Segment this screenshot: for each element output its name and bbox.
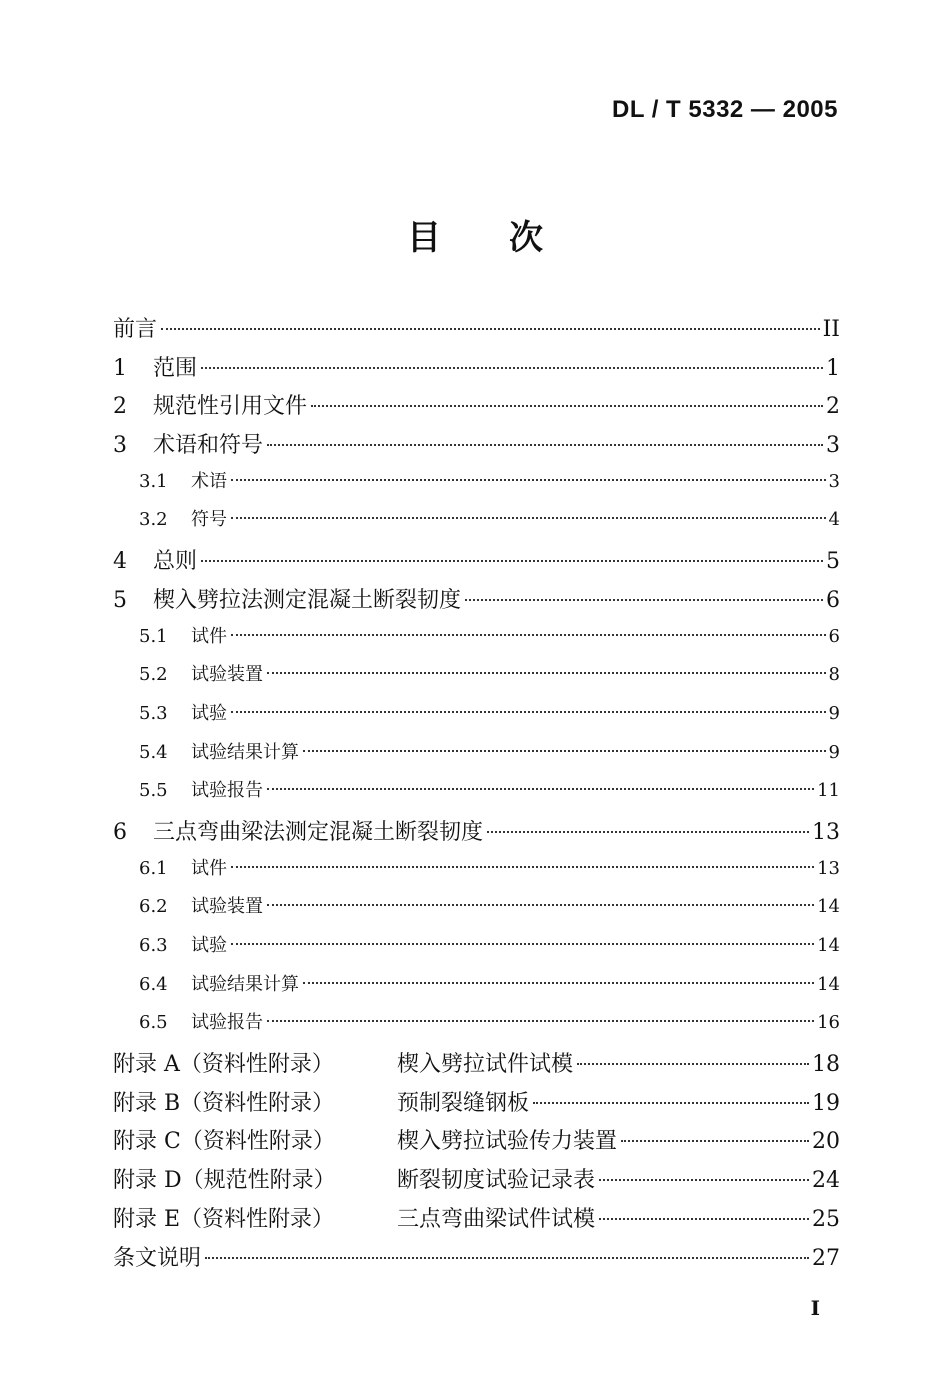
toc-entry[interactable] — [113, 660, 840, 699]
toc-page-number: 14 — [817, 973, 840, 995]
toc-page-number: 9 — [828, 741, 840, 763]
toc-entry[interactable] — [113, 892, 840, 931]
toc-page-number: 5 — [826, 549, 840, 575]
toc-section-number: 3.1 — [139, 470, 168, 492]
toc-section-number: 5.5 — [139, 780, 168, 802]
toc-section-number: 6 — [113, 819, 127, 845]
toc-section-number: 6.4 — [139, 973, 168, 995]
toc-title: 试验结果计算 — [191, 741, 299, 763]
toc-dot-leader — [267, 444, 823, 446]
toc-entry[interactable] — [113, 815, 840, 854]
toc-dot-leader — [201, 367, 823, 369]
toc-dot-leader — [621, 1140, 809, 1142]
toc-entry[interactable] — [113, 699, 840, 738]
toc-entry[interactable] — [113, 622, 840, 661]
toc-title: 试件 — [191, 625, 227, 647]
toc-entry[interactable] — [113, 1202, 840, 1241]
toc-entry[interactable] — [113, 854, 840, 893]
toc-entry[interactable] — [113, 544, 840, 583]
toc-appendix-label: 附录 B（资料性附录） — [113, 1090, 335, 1116]
toc-page-number: 19 — [812, 1090, 840, 1116]
toc-entry[interactable] — [113, 467, 840, 506]
title-char-1: 目 — [407, 218, 441, 258]
toc-dot-leader — [205, 1257, 809, 1259]
toc-section-number: 5 — [113, 587, 127, 613]
toc-dot-leader — [267, 1020, 814, 1022]
toc-dot-leader — [231, 479, 826, 481]
toc-dot-leader — [231, 634, 826, 636]
toc-title: 符号 — [191, 509, 227, 531]
toc-entry[interactable] — [113, 389, 840, 428]
toc-page-number: II — [822, 317, 840, 342]
toc-title: 总则 — [153, 549, 198, 575]
toc-title: 三点弯曲梁法测定混凝土断裂韧度 — [153, 819, 484, 845]
toc-section-number: 5.3 — [139, 702, 168, 724]
page-title — [0, 210, 950, 259]
toc-title: 试验 — [191, 702, 227, 724]
toc-dot-leader — [161, 328, 820, 330]
toc-dot-leader — [267, 672, 826, 674]
toc-dot-leader — [303, 982, 814, 984]
toc-title: 预制裂缝钢板 — [397, 1090, 530, 1116]
toc-dot-leader — [487, 831, 809, 833]
title-char-2: 次 — [509, 218, 543, 258]
toc-dot-leader — [231, 866, 814, 868]
toc-title: 范围 — [153, 355, 198, 381]
toc-page-number: 14 — [817, 935, 840, 956]
toc-appendix-label: 附录 D（规范性附录） — [113, 1168, 336, 1194]
toc-page-number: 9 — [828, 702, 840, 724]
toc-entry[interactable] — [113, 1124, 840, 1163]
toc-dot-leader — [465, 599, 823, 601]
toc-page-number: 4 — [828, 509, 840, 531]
toc-dot-leader — [231, 711, 826, 713]
toc-dot-leader — [303, 750, 826, 752]
toc-entry[interactable] — [113, 583, 840, 622]
toc-title: 试验报告 — [191, 780, 263, 802]
toc-appendix-label: 附录 E（资料性附录） — [113, 1206, 335, 1232]
toc-appendix-label: 附录 A（资料性附录） — [113, 1052, 334, 1078]
toc-section-number: 6.2 — [139, 896, 168, 918]
toc-dot-leader — [599, 1179, 809, 1181]
toc-dot-leader — [599, 1218, 809, 1220]
toc-page-number: 14 — [817, 896, 840, 918]
toc-page-number: 1 — [826, 355, 840, 381]
toc-dot-leader — [201, 560, 823, 562]
toc-title: 试验装置 — [191, 896, 263, 918]
toc-entry[interactable] — [113, 312, 840, 351]
toc-page-number: 8 — [828, 664, 840, 686]
toc-page-number: 25 — [812, 1206, 840, 1232]
table-of-contents — [113, 312, 840, 1279]
toc-section-number: 6.3 — [139, 935, 168, 956]
toc-dot-leader — [577, 1063, 809, 1065]
toc-section-number: 1 — [113, 355, 127, 381]
toc-entry[interactable] — [113, 931, 840, 970]
toc-page-number: 13 — [812, 819, 840, 845]
toc-page-number: 6 — [826, 587, 840, 613]
toc-page-number: 24 — [812, 1168, 840, 1194]
document-code: DL / T 5332 — 2005 — [611, 96, 838, 123]
toc-entry[interactable] — [113, 1086, 840, 1125]
toc-title: 楔入劈拉法测定混凝土断裂韧度 — [153, 587, 462, 613]
toc-dot-leader — [311, 405, 823, 407]
toc-page-number: 27 — [812, 1245, 840, 1271]
toc-section-number: 6.5 — [139, 1012, 168, 1034]
toc-entry[interactable] — [113, 738, 840, 777]
toc-dot-leader — [267, 788, 814, 790]
toc-appendix-label: 附录 C（资料性附录） — [113, 1129, 335, 1155]
toc-title: 试验报告 — [191, 1012, 263, 1034]
toc-section-number: 4 — [113, 549, 127, 575]
page-number: I — [810, 1296, 820, 1320]
toc-entry[interactable] — [113, 1047, 840, 1086]
toc-entry[interactable] — [113, 776, 840, 815]
toc-title: 术语 — [191, 470, 227, 492]
toc-page-number: 11 — [817, 780, 840, 802]
toc-entry[interactable] — [113, 428, 840, 467]
toc-title: 前言 — [113, 317, 158, 342]
toc-page-number: 13 — [817, 857, 840, 879]
toc-title: 楔入劈拉试件试模 — [397, 1052, 574, 1078]
toc-page-number: 18 — [812, 1052, 840, 1078]
toc-page-number: 3 — [826, 433, 840, 459]
toc-title: 试件 — [191, 857, 227, 879]
toc-page-number: 6 — [828, 625, 840, 647]
toc-entry[interactable] — [113, 505, 840, 544]
toc-dot-leader — [231, 517, 826, 519]
toc-title: 试验 — [191, 935, 227, 956]
toc-section-number: 3.2 — [139, 509, 168, 531]
toc-title: 三点弯曲梁试件试模 — [397, 1206, 596, 1232]
toc-title: 规范性引用文件 — [153, 394, 308, 420]
toc-entry[interactable] — [113, 970, 840, 1009]
toc-title: 楔入劈拉试验传力装置 — [397, 1129, 618, 1155]
toc-dot-leader — [231, 943, 814, 945]
toc-section-number: 6.1 — [139, 857, 168, 879]
toc-page-number: 16 — [817, 1012, 840, 1034]
toc-dot-leader — [267, 904, 814, 906]
toc-section-number: 5.1 — [139, 625, 168, 647]
toc-page-number: 20 — [812, 1129, 840, 1155]
toc-section-number: 5.4 — [139, 741, 168, 763]
toc-entry[interactable] — [113, 351, 840, 390]
toc-section-number: 5.2 — [139, 664, 168, 686]
toc-title: 条文说明 — [113, 1245, 202, 1271]
toc-page-number: 2 — [826, 394, 840, 420]
toc-section-number: 3 — [113, 433, 127, 459]
toc-entry[interactable] — [113, 1008, 840, 1047]
toc-title: 断裂韧度试验记录表 — [397, 1168, 596, 1194]
toc-title: 试验结果计算 — [191, 973, 299, 995]
toc-dot-leader — [533, 1102, 809, 1104]
toc-title: 术语和符号 — [153, 433, 264, 459]
toc-entry[interactable] — [113, 1241, 840, 1280]
toc-section-number: 2 — [113, 394, 127, 420]
toc-page-number: 3 — [828, 470, 840, 492]
toc-title: 试验装置 — [191, 664, 263, 686]
toc-entry[interactable] — [113, 1163, 840, 1202]
